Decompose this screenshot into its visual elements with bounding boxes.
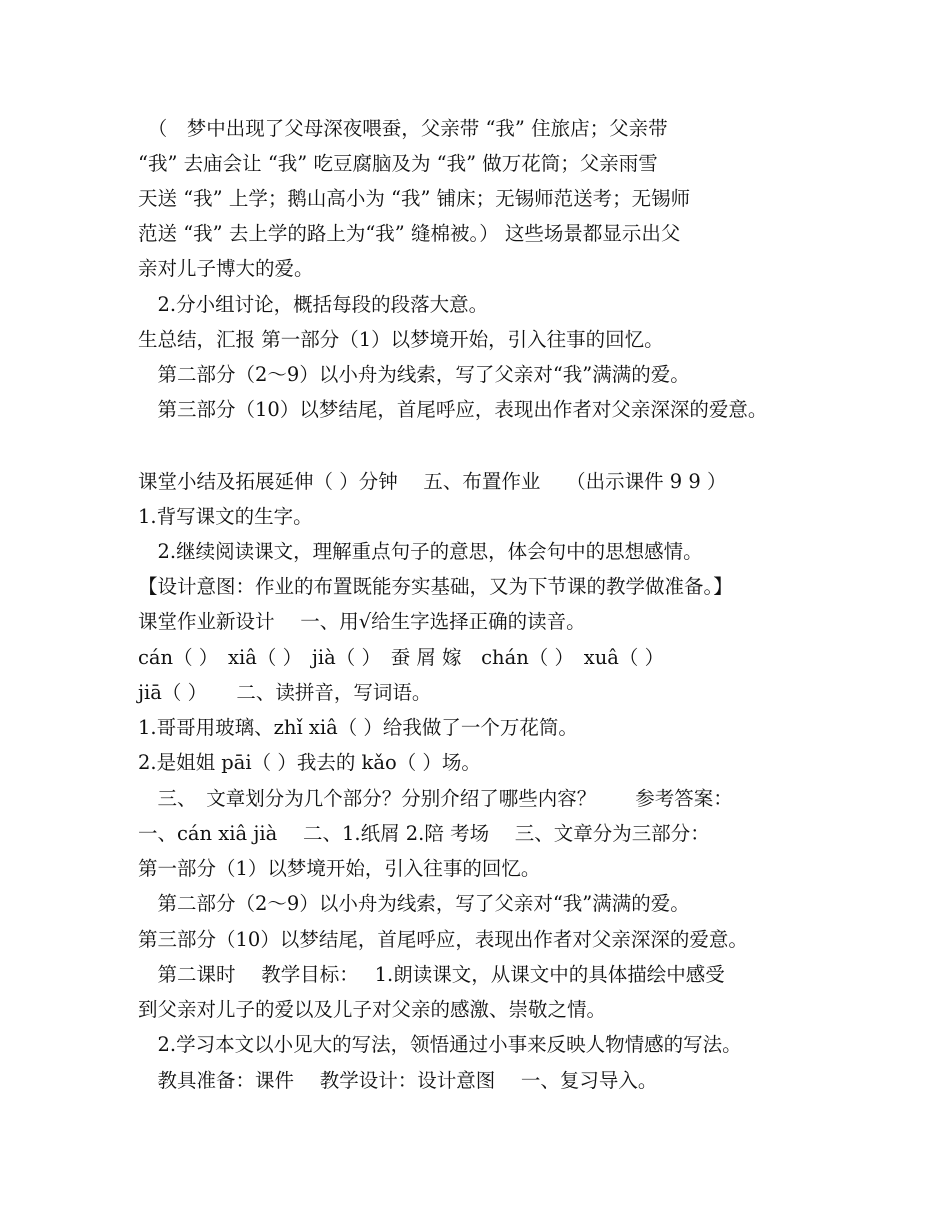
text-line: 2.分小组讨论，概括每段的段落大意。 bbox=[138, 293, 489, 316]
text-line: 2.是姐姐 pāi（ ）我去的 kǎo（ ）场。 bbox=[138, 751, 481, 774]
text-line: 生总结，汇报 第一部分（1）以梦境开始，引入往事的回忆。 bbox=[138, 328, 664, 351]
text-line: 到父亲对儿子的爱以及儿子对父亲的感激、崇敬之情。 bbox=[138, 998, 607, 1021]
text-line: 1.哥哥用玻璃、zhǐ xiâ（ ）给我做了一个万花筒。 bbox=[138, 716, 578, 739]
text-line: 2.继续阅读课文，理解重点句子的意思，体会句中的思想感情。 bbox=[138, 540, 703, 563]
text-line: 第三部分（10）以梦结尾，首尾呼应，表现出作者对父亲深深的爱意。 bbox=[138, 398, 768, 421]
text-line: 第二部分（2～9）以小舟为线索，写了父亲对“我”满满的爱。 bbox=[138, 363, 690, 386]
text-line: 三、 文章划分为几个部分？分别介绍了哪些内容？ 参考答案： bbox=[138, 787, 733, 810]
text-line: 课堂作业新设计 一、用√给生字选择正确的读音。 bbox=[138, 610, 586, 633]
text-line: 第一部分（1）以梦境开始，引入往事的回忆。 bbox=[138, 857, 541, 880]
text-line: 第二课时 教学目标： 1.朗读课文，从课文中的具体描绘中感受 bbox=[138, 963, 725, 986]
text-line: cán（ ） xiâ（ ） jià（ ） 蚕 屑 嫁 chán（ ） xuâ（ ） bbox=[138, 646, 665, 669]
text-line: 1.背写课文的生字。 bbox=[138, 505, 313, 528]
text-line: 范送 “我” 去上学的路上为“我” 缝棉被。） 这些场景都显示出父 bbox=[138, 222, 681, 245]
text-line: 第二部分（2～9）以小舟为线索，写了父亲对“我”满满的爱。 bbox=[138, 892, 690, 915]
text-line: 课堂小结及拓展延伸（ ）分钟 五、布置作业 （出示课件 9 9 ） bbox=[138, 470, 727, 493]
text-line: 教具准备：课件 教学设计：设计意图 一、复习导入。 bbox=[138, 1069, 658, 1092]
text-line: （ 梦中出现了父母深夜喂蚕，父亲带 “我” 住旅店；父亲带 bbox=[138, 117, 668, 140]
text-line: 亲对儿子博大的爱。 bbox=[138, 257, 314, 280]
text-line: “我” 去庙会让 “我” 吃豆腐脑及为 “我” 做万花筒；父亲雨雪 bbox=[138, 152, 658, 175]
text-line: 天送 “我” 上学；鹅山高小为 “我” 铺床；无锡师范送考；无锡师 bbox=[138, 187, 691, 210]
text-line: 一、cán xiâ jià 二、1.纸屑 2.陪 考场 三、文章分为三部分： bbox=[138, 822, 710, 845]
text-line: 第三部分（10）以梦结尾，首尾呼应，表现出作者对父亲深深的爱意。 bbox=[138, 928, 748, 951]
text-line: 【设计意图：作业的布置既能夯实基础，又为下节课的教学做准备。】 bbox=[138, 575, 733, 598]
text-line: jiā（ ） 二、读拼音，写词语。 bbox=[138, 681, 432, 704]
text-line: 2.学习本文以小见大的写法，领悟通过小事来反映人物情感的写法。 bbox=[138, 1033, 742, 1056]
